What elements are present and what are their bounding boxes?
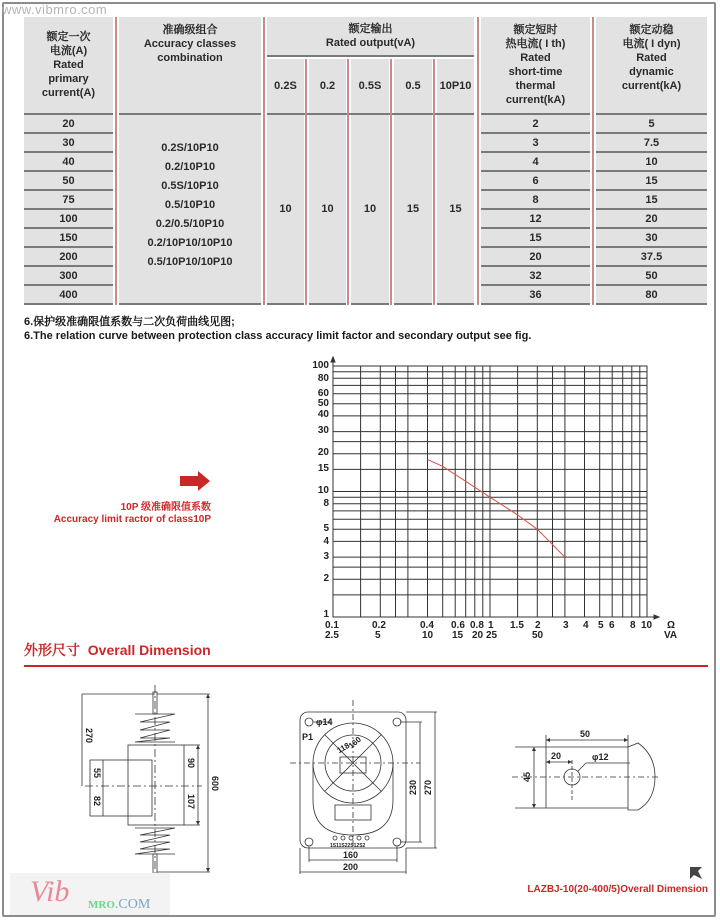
header-thermal-current: 额定短时 热电流( I th) Rated short-time thermal current(kA) — [481, 17, 590, 113]
table-row: 40 — [24, 153, 113, 172]
table-row: 30 — [24, 134, 113, 153]
dim-270: 270 — [84, 728, 94, 744]
table-row: 50 — [596, 267, 707, 286]
section-title: 外形尺寸 Overall Dimension — [24, 642, 211, 658]
chart-label-en: Accuracy limit ractor of class10P — [53, 514, 211, 525]
rated-output-10P10: 15 — [437, 115, 474, 305]
rated-output-0.5: 15 — [394, 115, 432, 305]
table-row: 20 — [481, 248, 590, 267]
table-row: 20 — [596, 210, 707, 229]
dim-50: 50 — [580, 730, 591, 739]
front-view-drawing — [290, 700, 450, 880]
header-class-0.5: 0.5 — [394, 59, 432, 113]
table-row: 50 — [24, 172, 113, 191]
drawing-caption: LAZBJ-10(20-400/5)Overall Dimension — [527, 884, 708, 895]
note-en: 6.The relation curve between protection class accuracy limit factor and secondary output see fig. — [24, 330, 532, 342]
logo-script: Vib — [30, 875, 70, 908]
table-row: 37.5 — [596, 248, 707, 267]
dim-45: 45 — [522, 771, 532, 782]
table-row: 400 — [24, 286, 113, 305]
dim-phi14: φ14 — [316, 717, 333, 727]
table-row: 32 — [481, 267, 590, 286]
side-view-drawing — [60, 680, 250, 880]
chart-label-cn: 10P 级准确限值系数 — [120, 502, 211, 513]
dim-160-diameter: 160 — [346, 734, 363, 751]
accuracy-combinations-cell: 0.2S/10P10 0.2/10P10 0.5S/10P10 0.5/10P10 0.2/0.5/10P10 0.2/10P10/10P10 0.5/10P10/10P10 — [119, 115, 261, 305]
column-divider — [433, 59, 435, 305]
table-row: 15 — [596, 191, 707, 210]
table-row: 10 — [596, 153, 707, 172]
table-row: 300 — [24, 267, 113, 286]
table-row: 30 — [596, 229, 707, 248]
header-class-0.5S: 0.5S — [351, 59, 389, 113]
dim-107: 107 — [186, 794, 196, 810]
column-divider — [263, 17, 265, 305]
rated-output-0.5S: 10 — [351, 115, 389, 305]
table-row: 3 — [481, 134, 590, 153]
table-row: 150 — [24, 229, 113, 248]
accuracy-limit-chart: 100 80 60 50 40 30 20 15 10 8 5 4 3 2 1 0.1 0.2 0.4 0.6 0.8 1 1.5 2 3 4 5 6 8 10 Ω 2.5 5 10 15 20 25 50 VA — [0, 0, 720, 660]
label-p1: P1 — [302, 732, 314, 742]
arrow-right-icon — [180, 471, 212, 496]
column-divider — [115, 17, 117, 305]
terminal-labels: 1S11S22S12S2 — [330, 843, 366, 849]
rated-output-0.2: 10 — [309, 115, 346, 305]
dim-600: 600 — [210, 776, 220, 792]
header-accuracy: 准确级组合 Accuracy classes combination — [119, 17, 261, 113]
header-class-0.2: 0.2 — [309, 59, 346, 113]
note-cn: 6.保护级准确限值系数与二次负荷曲线见图; — [24, 316, 235, 328]
column-divider — [305, 59, 307, 305]
header-class-10P10: 10P10 — [437, 59, 474, 113]
column-divider — [477, 17, 479, 305]
column-divider — [390, 59, 392, 305]
dim-200: 200 — [343, 862, 359, 872]
watermark: www.vibmro.com — [2, 2, 108, 17]
logo-text: MRO.COM — [88, 897, 151, 912]
table-row: 20 — [24, 115, 113, 134]
header-dynamic-current: 额定动稳 电流( I dyn) Rated dynamic current(kA) — [596, 17, 707, 113]
table-row: 36 — [481, 286, 590, 305]
terminal-view-drawing — [510, 730, 690, 840]
column-divider — [592, 17, 594, 305]
table-row: 7.5 — [596, 134, 707, 153]
dim-55: 55 — [92, 768, 102, 779]
dim-160: 160 — [343, 850, 359, 860]
dim-90: 90 — [186, 758, 196, 769]
table-row: 75 — [24, 191, 113, 210]
header-primary-current: 额定一次 电流(A) Rated primary current(A) — [24, 17, 113, 113]
table-row: 80 — [596, 286, 707, 305]
dim-270: 270 — [423, 779, 433, 795]
corner-mark-icon — [690, 866, 702, 884]
dim-118: 118 — [335, 740, 352, 756]
table-row: 15 — [596, 172, 707, 191]
table-row: 5 — [596, 115, 707, 134]
table-row: 2 — [481, 115, 590, 134]
rated-output-0.2S: 10 — [267, 115, 304, 305]
table-row: 6 — [481, 172, 590, 191]
header-class-0.2S: 0.2S — [267, 59, 304, 113]
column-divider — [347, 59, 349, 305]
dim-82: 82 — [92, 796, 102, 807]
table-row: 8 — [481, 191, 590, 210]
dim-phi12: φ12 — [592, 752, 609, 762]
table-row: 100 — [24, 210, 113, 229]
dim-20: 20 — [551, 751, 562, 761]
table-row: 200 — [24, 248, 113, 267]
table-row: 12 — [481, 210, 590, 229]
table-row: 4 — [481, 153, 590, 172]
header-rated-output: 额定输出 Rated output(vA) — [267, 17, 474, 57]
table-row: 15 — [481, 229, 590, 248]
dim-230: 230 — [408, 779, 418, 795]
section-rule — [24, 665, 708, 667]
